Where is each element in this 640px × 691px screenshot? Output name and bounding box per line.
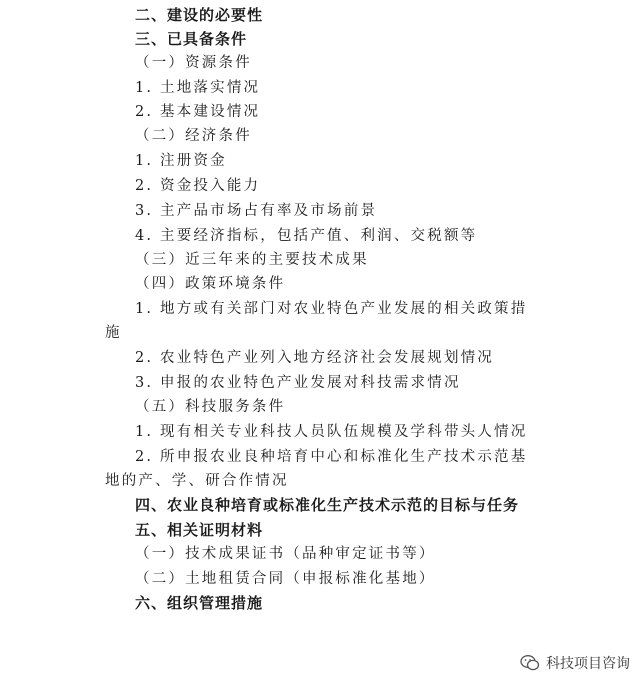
subsection-resource: （一）资源条件 (135, 55, 252, 71)
item-policy-measures-cont: 施 (105, 325, 122, 341)
item-policy-measures: 1. 地方或有关部门对农业特色产业发展的相关政策措 (135, 301, 528, 317)
subsection-economic: （二）经济条件 (135, 128, 252, 144)
watermark-text: 科技项目咨询 (546, 656, 630, 672)
item-planning: 2. 农业特色产业列入地方经济社会发展规划情况 (135, 350, 495, 366)
subsection-tech-results: （三）近三年来的主要技术成果 (135, 252, 369, 268)
item-investment: 2. 资金投入能力 (135, 178, 261, 194)
item-cooperation-cont: 地的产、学、研合作情况 (105, 473, 289, 489)
wechat-bubble-icon (520, 654, 540, 672)
section-heading-goals: 四、农业良种培育或标准化生产技术示范的目标与任务 (135, 496, 520, 514)
item-personnel: 1. 现有相关专业科技人员队伍规模及学科带头人情况 (135, 424, 528, 440)
item-lease-contract: （二）土地租赁合同（申报标准化基地） (135, 571, 436, 587)
item-land: 1. 土地落实情况 (135, 80, 261, 96)
item-registered-capital: 1. 注册资金 (135, 153, 227, 169)
item-tech-demand: 3. 申报的农业特色产业发展对科技需求情况 (135, 375, 461, 391)
section-heading-management: 六、组织管理措施 (135, 594, 264, 612)
section-heading-necessity: 二、建设的必要性 (135, 6, 264, 24)
item-economic-indicators: 4. 主要经济指标，包括产值、利润、交税额等 (135, 228, 478, 244)
section-heading-proofs: 五、相关证明材料 (135, 521, 264, 539)
item-cooperation: 2. 所申报农业良种培育中心和标准化生产技术示范基 (135, 449, 528, 465)
subsection-policy: （四）政策环境条件 (135, 276, 286, 292)
subsection-tech-service: （五）科技服务条件 (135, 399, 286, 415)
watermark (520, 652, 630, 674)
item-construction: 2. 基本建设情况 (135, 104, 261, 120)
section-heading-conditions: 三、已具备条件 (135, 30, 248, 48)
item-certificates: （一）技术成果证书（品种审定证书等） (135, 546, 436, 562)
item-market-share: 3. 主产品市场占有率及市场前景 (135, 203, 378, 219)
